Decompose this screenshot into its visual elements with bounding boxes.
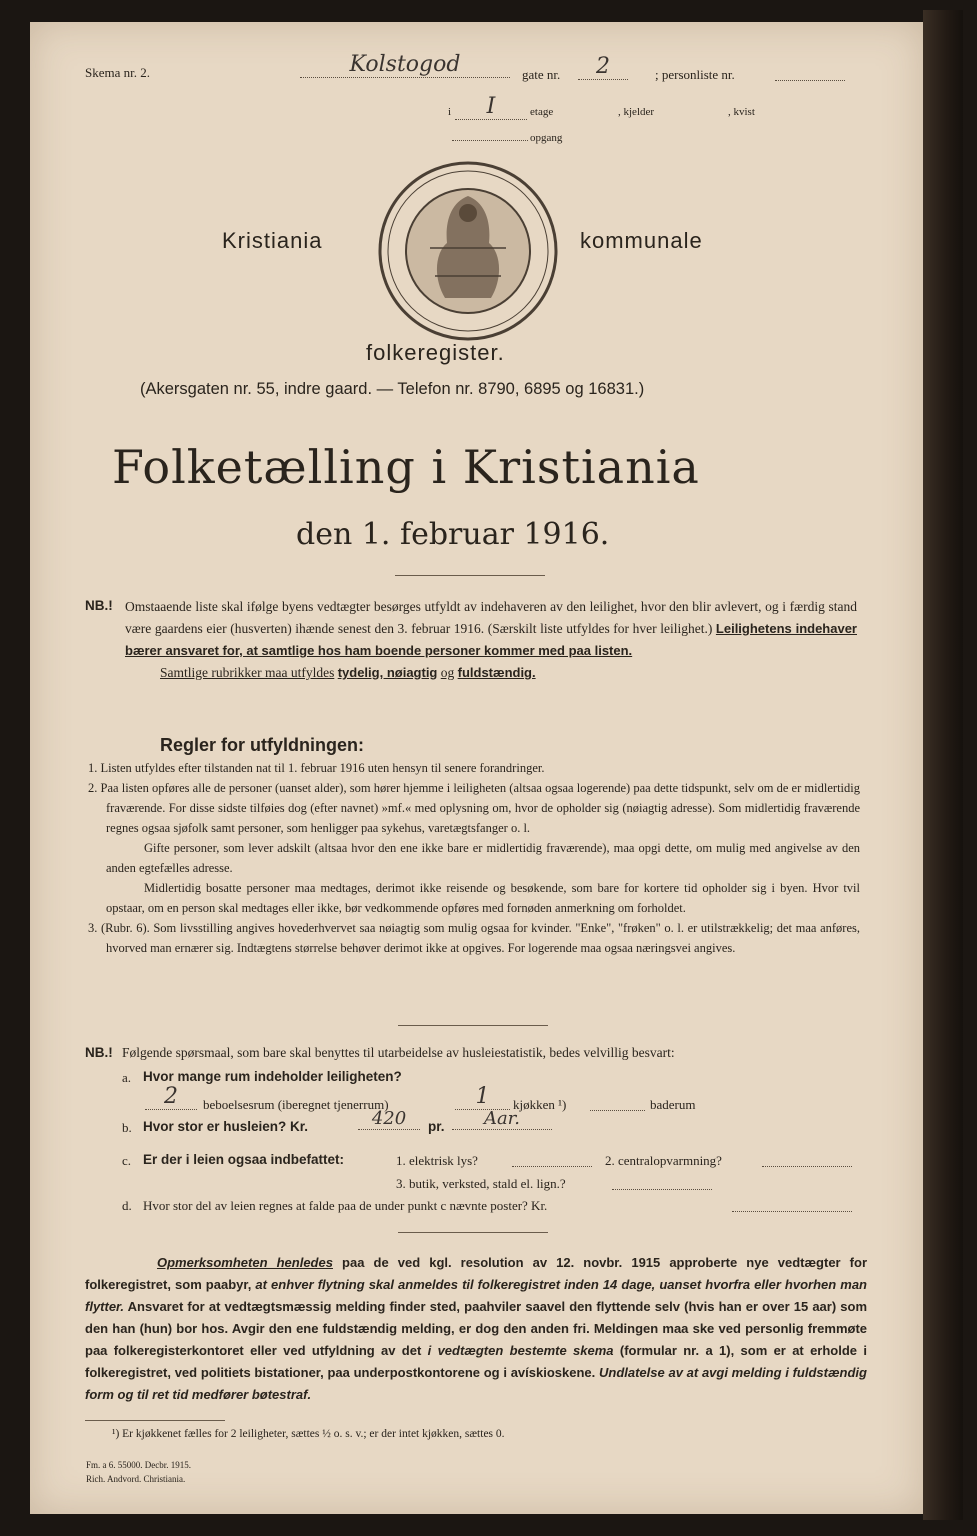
personliste-field	[775, 80, 845, 81]
q-a-label: a.	[122, 1070, 132, 1085]
book-edge	[923, 10, 963, 1520]
street-name: Kolstogod	[300, 52, 510, 78]
kvist-label: , kvist	[728, 106, 755, 118]
skema-label: Skema nr. 2.	[85, 65, 150, 80]
q-b: Hvor stor er husleien? Kr.	[143, 1119, 309, 1134]
rule-2b: Gifte personer, som lever adskilt (altsaa hvor den ene ikke bare er midlertidig fraværende), maa opgi dette, om mulig med angivelse av den anden egtefælles adresse.	[106, 841, 860, 875]
rooms-value: 2	[145, 1084, 197, 1110]
imprint-2: Rich. Andvord. Christiania.	[86, 1474, 186, 1484]
opgang-field	[452, 140, 528, 141]
c1-field	[512, 1166, 592, 1167]
i-label: i	[448, 106, 452, 118]
q-b-label: b.	[122, 1120, 132, 1135]
kristiania-seal	[375, 158, 561, 344]
rule-2: 2. Paa listen opføres alle de personer (uanset alder), som hører hjemme i leiligheten (altsaa ogsaa logerende) paa dette tidspunkt, selv om de er midlertidig fraværende. For disse sidste tilføies dog (efter navnet) »mf.« med oplysning om, hvor de opholder sig (nøiagtig adresse). Som midlertidig fraværende regnes ogsaa sjøfolk samt personer, som henligger paa sykehus, varetægtsfanger o. l.	[88, 781, 860, 835]
census-title: Folketælling i Kristiania	[112, 440, 700, 494]
gate-number: 2	[578, 54, 628, 80]
rules-heading: Regler for utfyldningen:	[160, 735, 364, 755]
divider	[398, 1025, 548, 1026]
kitchen-value: 1	[455, 1084, 510, 1110]
bath-field	[590, 1110, 645, 1111]
pr-label: pr.	[428, 1119, 445, 1134]
rent-period: Aar.	[452, 1108, 552, 1130]
kitchen-label: kjøkken ¹)	[513, 1097, 567, 1112]
opgang-label: opgang	[530, 132, 563, 144]
kristiania-label: Kristiania	[222, 228, 323, 253]
q-d-label: d.	[122, 1198, 132, 1213]
personliste-label: ; personliste nr.	[655, 67, 735, 82]
nb-label: NB.!	[85, 598, 113, 613]
c3-field	[612, 1189, 712, 1190]
rooms-label: beboelsesrum (iberegnet tjenerrum)	[203, 1097, 389, 1112]
footnote-rule	[85, 1420, 225, 1421]
kommunale-label: kommunale	[580, 228, 703, 253]
folkeregister-label: folkeregister.	[366, 340, 505, 365]
rule-2c: Midlertidig bosatte personer maa medtages, derimot ikke reisende og besøkende, som bare for kortere tid opholder sig i byen. Hvor tvil opstaar, om en person skal medtages eller ikke, bør vedkommende opføres med fornøden anmerkning om forholdet.	[106, 881, 860, 915]
census-date: den 1. februar 1916.	[296, 517, 610, 552]
c2-field	[762, 1166, 852, 1167]
etage-label: etage	[530, 106, 554, 118]
nb2-intro: Følgende spørsmaal, som bare skal benyttes til utarbeidelse av husleiestatistik, bedes velvillig besvart:	[122, 1045, 675, 1060]
imprint-1: Fm. a 6. 55000. Decbr. 1915.	[86, 1460, 191, 1470]
q-c3: 3. butik, verksted, stald el. lign.?	[396, 1176, 566, 1191]
rule-3: 3. (Rubr. 6). Som livsstilling angives hovederhvervet saa nøiagtig som mulig ogsaa for kvinder. "Enke", "frøken" o. l. er utilstrækkelig; det maa anføres, hvorved man ernærer sig. Indtægtens størrelse behøver derimot ikke at opgives. For logerende maa ogsaa næringsvei angives.	[88, 921, 860, 955]
rent-value: 420	[358, 1108, 420, 1130]
etage-value: I	[455, 94, 527, 120]
nb-bold-responsibility: Leilighetens indehaver bærer ansvaret for, at samtlige hos ham boende personer kommer med paa listen.	[125, 621, 857, 658]
nb2-label: NB.!	[85, 1045, 113, 1060]
q-c2: 2. centralopvarmning?	[605, 1153, 722, 1168]
divider	[398, 1232, 548, 1233]
bath-label: baderum	[650, 1097, 696, 1112]
rule-1: 1. Listen utfyldes efter tilstanden nat til 1. februar 1916 uten hensyn til senere forandringer.	[88, 761, 545, 775]
q-c-label: c.	[122, 1153, 132, 1168]
divider	[395, 575, 545, 576]
nb-paragraph: Omstaaende liste skal ifølge byens vedtægter besørges utfyldt av indehaveren av den leilighet, hvor den blir avlevert, og i færdig stand være gaardens eier (husverten) ihænde senest den 3. februar 1916. (Særskilt liste utfyldes for hver leilighet.) Leilighetens indehaver bærer ansvaret for, at samtlige hos ham boende personer kommer med paa listen. Samtlige rubrikker maa utfyldes tydelig, nøiagtig og fuldstændig.	[125, 599, 857, 680]
gate-label: gate nr.	[522, 67, 561, 82]
registry-address: (Akersgaten nr. 55, indre gaard. — Telefon nr. 8790, 6895 og 16831.)	[140, 380, 645, 398]
d-field	[732, 1211, 852, 1212]
moving-notice: Opmerksomheten henledes paa de ved kgl. resolution av 12. novbr. 1915 approberte nye vedtægter for folkeregistret, som paabyr, at enhver flytning skal anmeldes til folkeregistret inden 14 dage, uanset hvorfra eller hvorhen man flytter. Ansvaret for at vedtægtsmæssig melding finder sted, paahviler saavel den flyttende selv (hvis han er over 15 aar) som den han (hun) bor hos. Avgir den ene fuldstændig melding, er dog den anden fri. Meldingen maa ske ved personlig fremmøte paa folkeregisterkontoret eller ved utfyldning av det i vedtægten bestemte skema (formular nr. a 1), som er at erholde i folkeregistret, ved politiets bistationer, paa underpostkontorene og i avískioskene. Undlatelse av at avgi melding i fuldstændig form og til ret tid medfører bøtestraf.	[85, 1255, 868, 1402]
rules-text	[88, 758, 860, 958]
q-c1: 1. elektrisk lys?	[396, 1153, 478, 1168]
q-c: Er der i leien ogsaa indbefattet:	[143, 1152, 345, 1167]
q-d: Hvor stor del av leien regnes at falde paa de under punkt c nævnte poster? Kr.	[143, 1198, 548, 1213]
q-a: Hvor mange rum indeholder leiligheten?	[143, 1069, 402, 1084]
kjelder-label: , kjelder	[618, 106, 655, 118]
footnote: ¹) Er kjøkkenet fælles for 2 leiligheter, sættes ½ o. s. v.; er der intet kjøkken, sættes 0.	[112, 1428, 505, 1440]
